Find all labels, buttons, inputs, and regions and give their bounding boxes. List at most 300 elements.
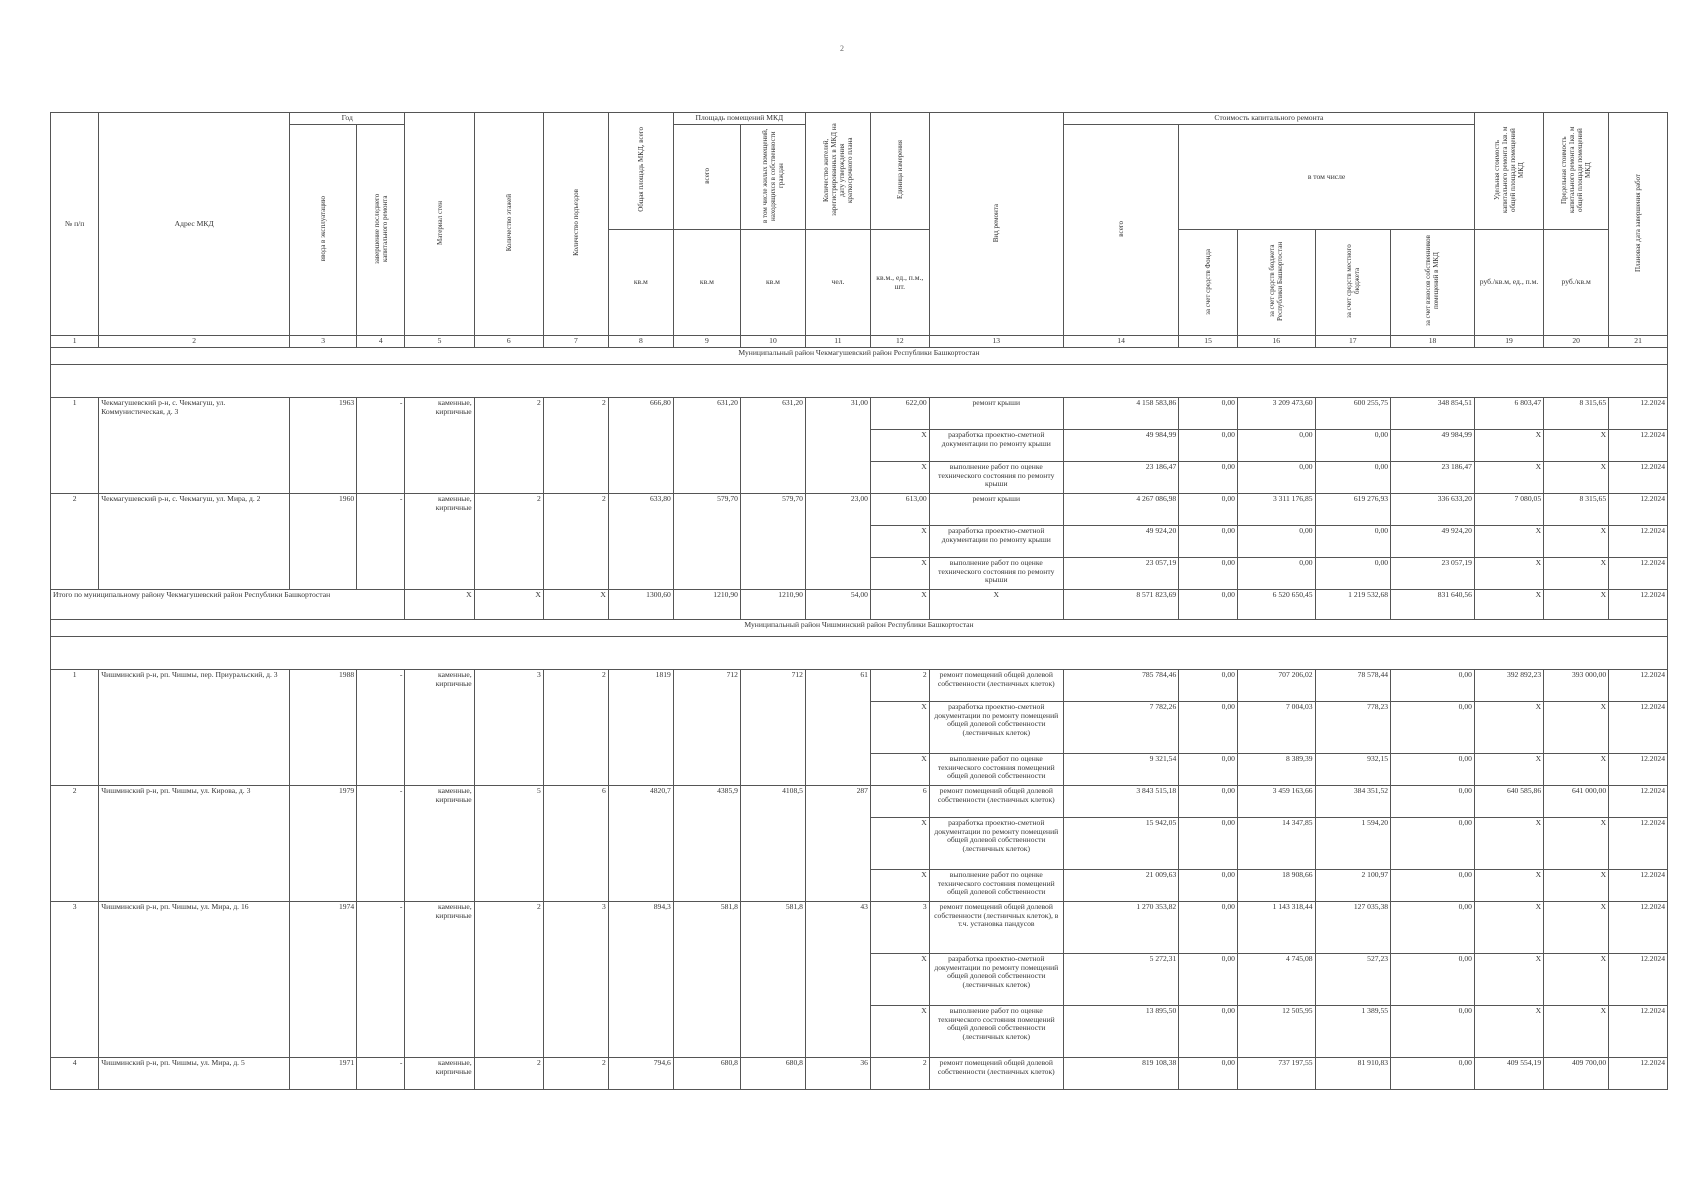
wall-material: каменные, кирпичные xyxy=(405,397,474,493)
unit-value: 3 xyxy=(870,901,929,953)
residents: 36 xyxy=(805,1057,870,1089)
planned-date: 12.2024 xyxy=(1609,953,1668,1005)
cost-owners: 831 640,56 xyxy=(1391,589,1475,619)
table-row xyxy=(51,493,1668,525)
header-unit: Единица измерения xyxy=(870,113,929,230)
table-header xyxy=(51,113,1668,336)
unit-cell: руб./кв.м xyxy=(1544,230,1609,336)
max-cost: X xyxy=(1544,461,1609,493)
cost-republic: 14 347,85 xyxy=(1237,817,1315,869)
planned-date: 12.2024 xyxy=(1609,901,1668,953)
floors: 2 xyxy=(474,1057,543,1089)
cost-local: 2 100,97 xyxy=(1315,869,1391,901)
work-type: выполнение работ по оценке технического состояния помещений общей долевой собственности xyxy=(929,869,1063,901)
header-wall-material: Материал стен xyxy=(405,113,474,336)
column-number: 13 xyxy=(929,336,1063,348)
unit-cost: 6 803,47 xyxy=(1474,397,1543,429)
unit-value: X xyxy=(870,753,929,785)
total-area: 894,3 xyxy=(608,901,673,1057)
cost-fund: 0,00 xyxy=(1179,817,1238,869)
cost-local: 1 219 532,68 xyxy=(1315,589,1391,619)
unit-cost: 392 892,23 xyxy=(1474,669,1543,701)
premises-area: 1210,90 xyxy=(673,589,740,619)
unit-value: X xyxy=(870,589,929,619)
owned-area: 579,70 xyxy=(740,493,805,589)
header-planned-date: Плановая дата завершения работ xyxy=(1609,113,1668,336)
cost-fund: 0,00 xyxy=(1179,461,1238,493)
header-no: № п/п xyxy=(51,113,99,336)
work-type: разработка проектно-сметной документации по ремонту помещений общей долевой собственности (лестничных клеток) xyxy=(929,701,1063,753)
work-type: выполнение работ по оценке технического состояния по ремонту крыши xyxy=(929,557,1063,589)
planned-date: 12.2024 xyxy=(1609,753,1668,785)
cost-local: 778,23 xyxy=(1315,701,1391,753)
header-residents: Количество жителей, зарегистрированных в МКД на дату утверждения краткосрочного плана xyxy=(805,113,870,230)
residents: 43 xyxy=(805,901,870,1057)
unit-value: 622,00 xyxy=(870,397,929,429)
cost-owners: 0,00 xyxy=(1391,901,1475,953)
unit-cost: X xyxy=(1474,525,1543,557)
wall-material: каменные, кирпичные xyxy=(405,493,474,589)
cost-total: 9 321,54 xyxy=(1063,753,1178,785)
planned-date: 12.2024 xyxy=(1609,461,1668,493)
unit-cost: 640 585,86 xyxy=(1474,785,1543,817)
wall-material: X xyxy=(405,589,474,619)
max-cost: X xyxy=(1544,817,1609,869)
header-year: Год xyxy=(290,113,405,125)
premises-area: 4385,9 xyxy=(673,785,740,901)
year-built: 1988 xyxy=(290,669,357,785)
owned-area: 1210,90 xyxy=(740,589,805,619)
unit-cost: X xyxy=(1474,953,1543,1005)
floors: 3 xyxy=(474,669,543,785)
section-title-row xyxy=(51,619,1668,636)
residents: 54,00 xyxy=(805,589,870,619)
header-entrances: Количество подъездов xyxy=(543,113,608,336)
unit-value: X xyxy=(870,557,929,589)
header-cost-incl: в том числе xyxy=(1179,124,1475,230)
work-type: X xyxy=(929,589,1063,619)
unit-cell: чел. xyxy=(805,230,870,336)
column-number: 3 xyxy=(290,336,357,348)
owned-area: 631,20 xyxy=(740,397,805,493)
premises-area: 581,8 xyxy=(673,901,740,1057)
planned-date: 12.2024 xyxy=(1609,785,1668,817)
row-number: 2 xyxy=(51,785,99,901)
max-cost: X xyxy=(1544,901,1609,953)
cost-fund: 0,00 xyxy=(1179,557,1238,589)
cost-republic: 3 459 163,66 xyxy=(1237,785,1315,817)
section-total-label: Итого по муниципальному району Чекмагушевский район Республики Башкортостан xyxy=(51,589,405,619)
cost-local: 619 276,93 xyxy=(1315,493,1391,525)
table-row xyxy=(51,669,1668,701)
cost-local: 600 255,75 xyxy=(1315,397,1391,429)
column-number: 10 xyxy=(740,336,805,348)
planned-date: 12.2024 xyxy=(1609,1057,1668,1089)
owned-area: 581,8 xyxy=(740,901,805,1057)
work-type: выполнение работ по оценке технического состояния по ремонту крыши xyxy=(929,461,1063,493)
cost-total: 8 571 823,69 xyxy=(1063,589,1178,619)
blank-cell xyxy=(51,364,1668,397)
cost-fund: 0,00 xyxy=(1179,669,1238,701)
header-cost: Стоимость капитального ремонта xyxy=(1063,113,1474,125)
cost-owners: 0,00 xyxy=(1391,701,1475,753)
header-year-built: ввода в эксплуатацию xyxy=(290,124,357,335)
residents: 23,00 xyxy=(805,493,870,589)
unit-cost: X xyxy=(1474,557,1543,589)
cost-local: 1 389,55 xyxy=(1315,1005,1391,1057)
column-number: 2 xyxy=(99,336,290,348)
unit-cell: кв.м xyxy=(608,230,673,336)
capital-repair-table xyxy=(50,112,1668,1090)
unit-cost: X xyxy=(1474,589,1543,619)
unit-value: X xyxy=(870,817,929,869)
cost-owners: 0,00 xyxy=(1391,669,1475,701)
unit-cell: руб./кв.м, ед., п.м. xyxy=(1474,230,1543,336)
floors: 5 xyxy=(474,785,543,901)
planned-date: 12.2024 xyxy=(1609,429,1668,461)
cost-republic: 0,00 xyxy=(1237,525,1315,557)
column-number: 20 xyxy=(1544,336,1609,348)
year-repair: - xyxy=(357,397,405,493)
work-type: ремонт крыши xyxy=(929,397,1063,429)
row-number: 2 xyxy=(51,493,99,589)
column-number: 5 xyxy=(405,336,474,348)
column-number: 18 xyxy=(1391,336,1475,348)
year-repair: - xyxy=(357,785,405,901)
column-number: 15 xyxy=(1179,336,1238,348)
cost-local: 1 594,20 xyxy=(1315,817,1391,869)
unit-value: X xyxy=(870,701,929,753)
owned-area: 4108,5 xyxy=(740,785,805,901)
header-work-type: Вид ремонта xyxy=(929,113,1063,336)
unit-value: 2 xyxy=(870,1057,929,1089)
cost-republic: 6 520 650,45 xyxy=(1237,589,1315,619)
work-type: выполнение работ по оценке технического состояния помещений общей долевой собственности xyxy=(929,753,1063,785)
cost-owners: 0,00 xyxy=(1391,869,1475,901)
unit-cell: кв.м xyxy=(673,230,740,336)
cost-fund: 0,00 xyxy=(1179,1005,1238,1057)
column-number: 4 xyxy=(357,336,405,348)
header-max-cost: Предельная стоимость капитального ремонта 1кв. м общей площади помещений МКД xyxy=(1544,113,1609,230)
year-built: 1979 xyxy=(290,785,357,901)
cost-total: 49 984,99 xyxy=(1063,429,1178,461)
planned-date: 12.2024 xyxy=(1609,525,1668,557)
cost-fund: 0,00 xyxy=(1179,1057,1238,1089)
cost-republic: 0,00 xyxy=(1237,429,1315,461)
cost-fund: 0,00 xyxy=(1179,901,1238,953)
cost-local: 384 351,52 xyxy=(1315,785,1391,817)
unit-cell: кв.м., ед., п.м., шт. xyxy=(870,230,929,336)
header-premises-area: Площадь помещений МКД xyxy=(673,113,805,125)
cost-fund: 0,00 xyxy=(1179,493,1238,525)
unit-value: X xyxy=(870,429,929,461)
planned-date: 12.2024 xyxy=(1609,397,1668,429)
total-area: 1300,60 xyxy=(608,589,673,619)
column-number: 12 xyxy=(870,336,929,348)
cost-local: 932,15 xyxy=(1315,753,1391,785)
column-number: 21 xyxy=(1609,336,1668,348)
unit-cost: X xyxy=(1474,1005,1543,1057)
wall-material: каменные, кирпичные xyxy=(405,1057,474,1089)
residents: 31,00 xyxy=(805,397,870,493)
header-year-repair: завершение последнего капитального ремонта xyxy=(357,124,405,335)
unit-value: 2 xyxy=(870,669,929,701)
section-title-row xyxy=(51,347,1668,364)
premises-area: 631,20 xyxy=(673,397,740,493)
table-row xyxy=(51,397,1668,429)
unit-value: 613,00 xyxy=(870,493,929,525)
work-type: разработка проектно-сметной документации по ремонту помещений общей долевой собственности (лестничных клеток) xyxy=(929,817,1063,869)
column-number: 19 xyxy=(1474,336,1543,348)
cost-local: 0,00 xyxy=(1315,461,1391,493)
premises-area: 579,70 xyxy=(673,493,740,589)
entrances: 2 xyxy=(543,397,608,493)
cost-fund: 0,00 xyxy=(1179,869,1238,901)
entrances: 2 xyxy=(543,1057,608,1089)
cost-local: 81 910,83 xyxy=(1315,1057,1391,1089)
cost-total: 1 270 353,82 xyxy=(1063,901,1178,953)
unit-value: 6 xyxy=(870,785,929,817)
cost-owners: 0,00 xyxy=(1391,1057,1475,1089)
page-number: 2 xyxy=(840,44,844,53)
cost-owners: 0,00 xyxy=(1391,753,1475,785)
cost-local: 78 578,44 xyxy=(1315,669,1391,701)
work-type: ремонт помещений общей долевой собственности (лестничных клеток) xyxy=(929,1057,1063,1089)
planned-date: 12.2024 xyxy=(1609,669,1668,701)
cost-total: 3 843 515,18 xyxy=(1063,785,1178,817)
cost-fund: 0,00 xyxy=(1179,785,1238,817)
column-number: 7 xyxy=(543,336,608,348)
year-repair: - xyxy=(357,669,405,785)
cost-local: 0,00 xyxy=(1315,557,1391,589)
row-number: 1 xyxy=(51,669,99,785)
header-cost-republic: за счет средств бюджета Республики Башкортостан xyxy=(1237,230,1315,336)
table-row xyxy=(51,1057,1668,1089)
unit-cost: X xyxy=(1474,429,1543,461)
entrances: 6 xyxy=(543,785,608,901)
cost-owners: 336 633,20 xyxy=(1391,493,1475,525)
cost-republic: 707 206,02 xyxy=(1237,669,1315,701)
max-cost: 409 700,00 xyxy=(1544,1057,1609,1089)
cost-republic: 7 004,03 xyxy=(1237,701,1315,753)
max-cost: X xyxy=(1544,701,1609,753)
max-cost: X xyxy=(1544,589,1609,619)
column-number: 16 xyxy=(1237,336,1315,348)
cost-local: 127 035,38 xyxy=(1315,901,1391,953)
cost-fund: 0,00 xyxy=(1179,753,1238,785)
max-cost: X xyxy=(1544,753,1609,785)
section-total-row xyxy=(51,589,1668,619)
work-type: ремонт помещений общей долевой собственности (лестничных клеток) xyxy=(929,785,1063,817)
header-cost-total: всего xyxy=(1063,124,1178,335)
residents: 61 xyxy=(805,669,870,785)
column-number: 8 xyxy=(608,336,673,348)
row-number: 1 xyxy=(51,397,99,493)
max-cost: X xyxy=(1544,525,1609,557)
house-address: Чекмагушевский р-н, с. Чекмагуш, ул. Коммунистическая, д. 3 xyxy=(99,397,290,493)
total-area: 794,6 xyxy=(608,1057,673,1089)
cost-total: 13 895,50 xyxy=(1063,1005,1178,1057)
cost-local: 0,00 xyxy=(1315,429,1391,461)
cost-fund: 0,00 xyxy=(1179,589,1238,619)
house-address: Чекмагушевский р-н, с. Чекмагуш, ул. Мира, д. 2 xyxy=(99,493,290,589)
owned-area: 680,8 xyxy=(740,1057,805,1089)
entrances: 3 xyxy=(543,901,608,1057)
blank-cell xyxy=(51,636,1668,669)
unit-cost: X xyxy=(1474,901,1543,953)
cost-republic: 18 908,66 xyxy=(1237,869,1315,901)
cost-total: 15 942,05 xyxy=(1063,817,1178,869)
cost-total: 23 057,19 xyxy=(1063,557,1178,589)
header-floors: Количество этажей xyxy=(474,113,543,336)
floors: 2 xyxy=(474,901,543,1057)
year-repair: - xyxy=(357,493,405,589)
cost-republic: 737 197,55 xyxy=(1237,1057,1315,1089)
house-address: Чишминский р-н, рп. Чишмы, ул. Мира, д. 16 xyxy=(99,901,290,1057)
work-type: ремонт крыши xyxy=(929,493,1063,525)
floors: 2 xyxy=(474,397,543,493)
work-type: разработка проектно-сметной документации по ремонту крыши xyxy=(929,429,1063,461)
column-number: 1 xyxy=(51,336,99,348)
row-number: 4 xyxy=(51,1057,99,1089)
cost-republic: 3 209 473,60 xyxy=(1237,397,1315,429)
residents: 287 xyxy=(805,785,870,901)
work-type: ремонт помещений общей долевой собственности (лестничных клеток), в т.ч. установка пандусов xyxy=(929,901,1063,953)
max-cost: 8 315,65 xyxy=(1544,493,1609,525)
planned-date: 12.2024 xyxy=(1609,589,1668,619)
header-cost-owners: за счет взносов собственников помещений в МКД xyxy=(1391,230,1475,336)
cost-owners: 0,00 xyxy=(1391,785,1475,817)
cost-fund: 0,00 xyxy=(1179,397,1238,429)
total-area: 4820,7 xyxy=(608,785,673,901)
total-area: 633,80 xyxy=(608,493,673,589)
planned-date: 12.2024 xyxy=(1609,869,1668,901)
max-cost: 8 315,65 xyxy=(1544,397,1609,429)
column-number-row xyxy=(51,336,1668,348)
header-address: Адрес МКД xyxy=(99,113,290,336)
year-built: 1963 xyxy=(290,397,357,493)
section-title: Муниципальный район Чишминский район Республики Башкортостан xyxy=(51,619,1668,636)
cost-fund: 0,00 xyxy=(1179,701,1238,753)
work-type: разработка проектно-сметной документации по ремонту помещений общей долевой собственности (лестничных клеток) xyxy=(929,953,1063,1005)
column-number: 6 xyxy=(474,336,543,348)
column-number: 9 xyxy=(673,336,740,348)
header-cost-local: за счет средств местного бюджета xyxy=(1315,230,1391,336)
max-cost: 641 000,00 xyxy=(1544,785,1609,817)
planned-date: 12.2024 xyxy=(1609,701,1668,753)
planned-date: 12.2024 xyxy=(1609,493,1668,525)
cost-republic: 0,00 xyxy=(1237,557,1315,589)
cost-owners: 23 186,47 xyxy=(1391,461,1475,493)
entrances: 2 xyxy=(543,493,608,589)
entrances: 2 xyxy=(543,669,608,785)
header-premises-total: всего xyxy=(673,124,740,230)
cost-total: 23 186,47 xyxy=(1063,461,1178,493)
work-type: ремонт помещений общей долевой собственности (лестничных клеток) xyxy=(929,669,1063,701)
house-address: Чишминский р-н, рп. Чишмы, пер. Приуральский, д. 3 xyxy=(99,669,290,785)
premises-area: 680,8 xyxy=(673,1057,740,1089)
cost-owners: 23 057,19 xyxy=(1391,557,1475,589)
cost-total: 5 272,31 xyxy=(1063,953,1178,1005)
max-cost: X xyxy=(1544,1005,1609,1057)
max-cost: X xyxy=(1544,869,1609,901)
unit-cost: X xyxy=(1474,701,1543,753)
year-built: 1971 xyxy=(290,1057,357,1089)
wall-material: каменные, кирпичные xyxy=(405,669,474,785)
cost-total: 7 782,26 xyxy=(1063,701,1178,753)
unit-value: X xyxy=(870,869,929,901)
cost-owners: 0,00 xyxy=(1391,817,1475,869)
max-cost: X xyxy=(1544,429,1609,461)
header-cost-fund: за счет средств Фонда xyxy=(1179,230,1238,336)
cost-total: 819 108,38 xyxy=(1063,1057,1178,1089)
owned-area: 712 xyxy=(740,669,805,785)
unit-cost: X xyxy=(1474,817,1543,869)
table-row xyxy=(51,901,1668,953)
unit-cost: X xyxy=(1474,461,1543,493)
cost-republic: 12 505,95 xyxy=(1237,1005,1315,1057)
cost-owners: 348 854,51 xyxy=(1391,397,1475,429)
cost-total: 21 009,63 xyxy=(1063,869,1178,901)
cost-republic: 0,00 xyxy=(1237,461,1315,493)
unit-value: X xyxy=(870,525,929,557)
cost-total: 785 784,46 xyxy=(1063,669,1178,701)
unit-cost: X xyxy=(1474,869,1543,901)
cost-republic: 3 311 176,85 xyxy=(1237,493,1315,525)
cost-owners: 49 924,20 xyxy=(1391,525,1475,557)
floors: X xyxy=(474,589,543,619)
unit-cost: X xyxy=(1474,753,1543,785)
unit-value: X xyxy=(870,953,929,1005)
premises-area: 712 xyxy=(673,669,740,785)
unit-value: X xyxy=(870,1005,929,1057)
entrances: X xyxy=(543,589,608,619)
unit-value: X xyxy=(870,461,929,493)
planned-date: 12.2024 xyxy=(1609,1005,1668,1057)
table-row xyxy=(51,785,1668,817)
section-title: Муниципальный район Чекмагушевский район Республики Башкортостан xyxy=(51,347,1668,364)
cost-republic: 8 389,39 xyxy=(1237,753,1315,785)
column-number: 11 xyxy=(805,336,870,348)
cost-total: 4 267 086,98 xyxy=(1063,493,1178,525)
work-type: разработка проектно-сметной документации по ремонту крыши xyxy=(929,525,1063,557)
wall-material: каменные, кирпичные xyxy=(405,785,474,901)
planned-date: 12.2024 xyxy=(1609,557,1668,589)
column-number: 14 xyxy=(1063,336,1178,348)
floors: 2 xyxy=(474,493,543,589)
header-unit-cost: Удельная стоимость капитального ремонта 1кв. м общей площади помещений МКД xyxy=(1474,113,1543,230)
cost-fund: 0,00 xyxy=(1179,953,1238,1005)
unit-cell: кв.м xyxy=(740,230,805,336)
year-repair: - xyxy=(357,901,405,1057)
max-cost: X xyxy=(1544,953,1609,1005)
cost-total: 4 158 583,86 xyxy=(1063,397,1178,429)
year-repair: - xyxy=(357,1057,405,1089)
header-total-area: Общая площадь МКД, всего xyxy=(608,113,673,230)
year-built: 1960 xyxy=(290,493,357,589)
cost-local: 0,00 xyxy=(1315,525,1391,557)
year-built: 1974 xyxy=(290,901,357,1057)
blank-row xyxy=(51,636,1668,669)
blank-row xyxy=(51,364,1668,397)
max-cost: 393 000,00 xyxy=(1544,669,1609,701)
header-premises-owned: в том числе жилых помещений, находящихся в собственности граждан xyxy=(740,124,805,230)
total-area: 1819 xyxy=(608,669,673,785)
house-address: Чишминский р-н, рп. Чишмы, ул. Кирова, д. 3 xyxy=(99,785,290,901)
table-body xyxy=(51,336,1668,1090)
cost-fund: 0,00 xyxy=(1179,429,1238,461)
column-number: 17 xyxy=(1315,336,1391,348)
